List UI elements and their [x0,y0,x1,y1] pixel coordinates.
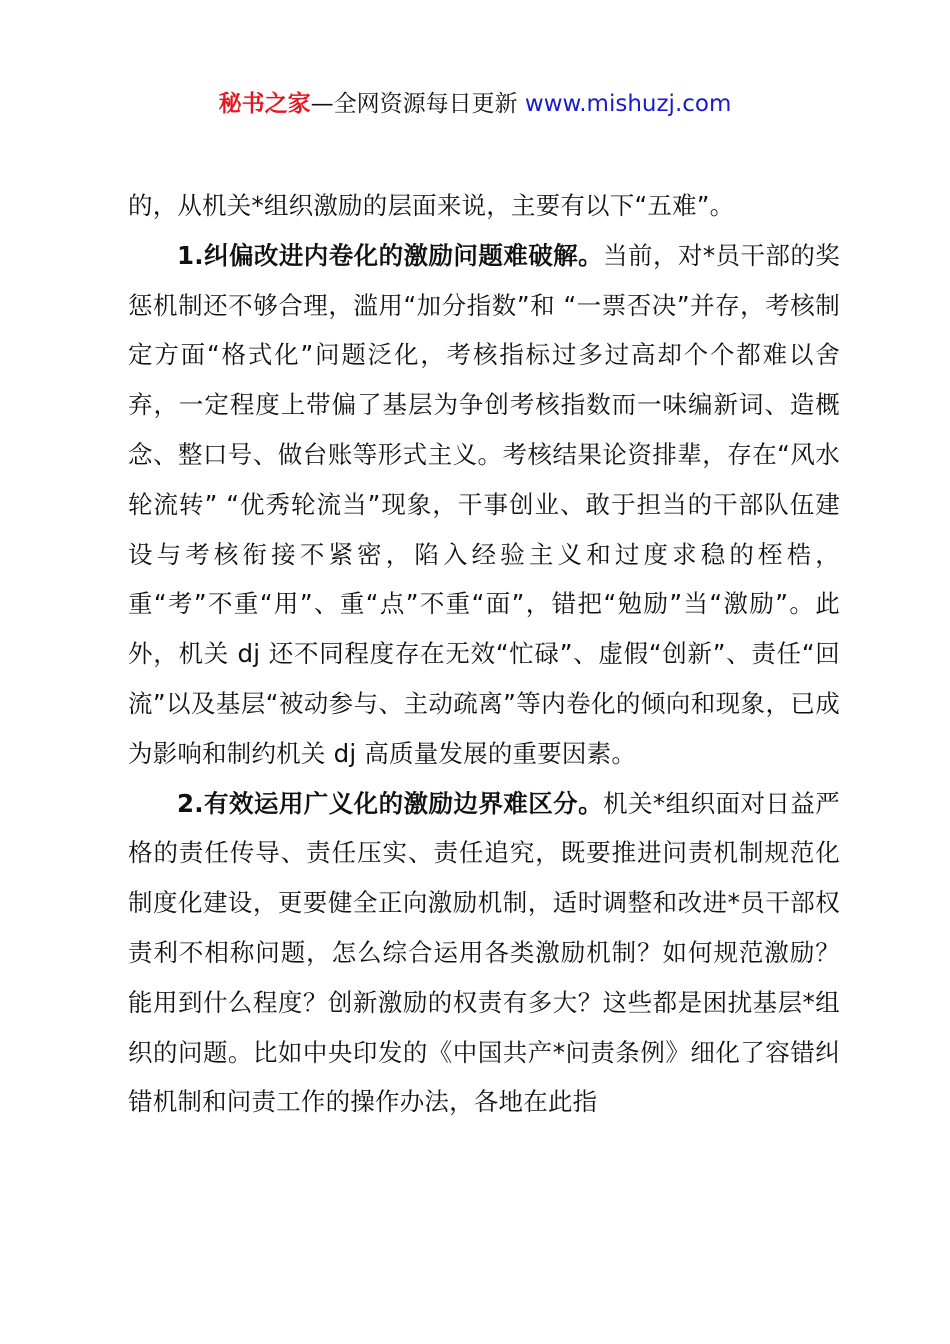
section-2-heading: 2.有效运用广义化的激励边界难区分。 [177,788,604,818]
section-1-paragraph [128,231,840,779]
section-2-paragraph [128,779,840,1128]
site-url-link[interactable]: www.mishuzj.com [524,91,732,117]
section-2-text: 机关*组织面对日益严格的责任传导、责任压实、责任追究，既要推进问责机制规范化制度化建设，更要健全正向激励机制，适时调整和改进*员干部权责利不相称问题，怎么综合运用各类激励机制？如何规范激励？能用到什么程度？创新激励的权责有多大？这些都是困扰基层*组织的问题。比如中央印发的《中国共产*问责条例》细化了容错纠错机制和问责工作的操作办法，各地在此指 [128,788,841,1117]
header-slogan: —全网资源每日更新 [310,91,525,117]
document-body [128,181,840,1127]
section-1-heading: 1.纠偏改进内卷化的激励问题难破解。 [177,240,604,270]
section-1-text: 当前，对*员干部的奖惩机制还不够合理，滥用“加分指数”和 “一票否决”并存，考核制定方面“格式化”问题泛化，考核指标过多过高却个个都难以舍弃，一定程度上带偏了基层为争创考核指数而一味编新词、造概念、整口号、做台账等形式主义。考核结果论资排辈，存在“风水轮流转” “优秀轮流当”现象，干事创业、敢于担当的干部队伍建设与考核衔接不紧密，陷入经验主义和过度求稳的桎梏，重“考”不重“用”、重“点”不重“面”，错把“勉励”当“激励”。此外，机关 dj 还不同程度存在无效“忙碌”、虚假“创新”、责任“回流”以及基层“被动参与、主动疏离”等内卷化的倾向和现象，已成为影响和制约机关 dj 高质量发展的重要因素。 [128,240,841,768]
intro-paragraph: 的，从机关*组织激励的层面来说，主要有以下“五难”。 [128,191,735,220]
site-header [0,88,950,120]
brand-name: 秘书之家 [218,91,311,117]
